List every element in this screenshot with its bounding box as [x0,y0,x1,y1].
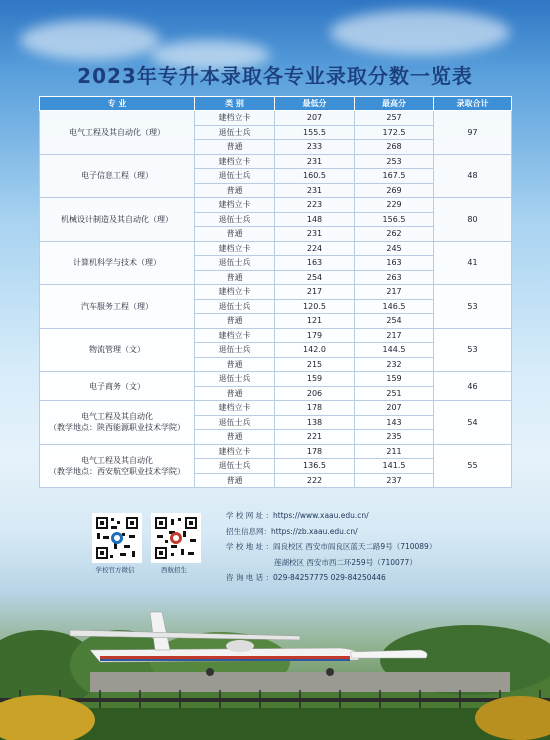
category-cell: 普通 [195,227,275,242]
min-score-cell: 231 [275,154,355,169]
airplane-landscape-illustration [0,590,550,740]
category-cell: 普通 [195,314,275,329]
major-name-line: 电子信息工程（理） [81,171,153,181]
max-score-cell: 217 [355,285,434,300]
category-cell: 退伍士兵 [195,169,275,184]
category-cell: 普通 [195,183,275,198]
total-cell: 53 [434,285,512,329]
major-cell [40,401,195,445]
max-score-cell: 257 [355,111,434,126]
category-cell: 普通 [195,357,275,372]
table-row [40,111,512,126]
category-cell: 普通 [195,473,275,488]
total-cell: 97 [434,111,512,155]
admissions-website-line: 招生信息网：https://zb.xaau.edu.cn/ [226,526,358,536]
category-cell: 退伍士兵 [195,125,275,140]
min-score-cell: 222 [275,473,355,488]
max-score-cell: 254 [355,314,434,329]
min-score-cell: 142.0 [275,343,355,358]
table-row [40,241,512,256]
major-name-line: 电子商务（文） [89,381,145,391]
page-title: 2023年专升本录取各专业录取分数一览表 [77,64,473,88]
total-cell: 41 [434,241,512,285]
major-name-line: 电气工程及其自动化 [81,412,153,422]
min-score-cell: 231 [275,227,355,242]
max-score-cell: 207 [355,401,434,416]
table-row [40,444,512,459]
category-cell: 退伍士兵 [195,299,275,314]
max-score-cell: 263 [355,270,434,285]
major-name-line: 电气工程及其自动化（理） [69,127,165,137]
min-score-cell: 217 [275,285,355,300]
max-score-cell: 217 [355,328,434,343]
table-row [40,154,512,169]
school-website-line: 学 校 网 址 ：https://www.xaau.edu.cn/ [226,511,369,520]
qr-code-icon [153,515,199,561]
min-score-cell: 224 [275,241,355,256]
major-name-line: （教学地点：西安航空职业技术学院） [49,466,185,476]
header-min-score: 最低分 [275,97,355,111]
max-score-cell: 235 [355,430,434,445]
category-cell: 退伍士兵 [195,256,275,271]
category-cell: 建档立卡 [195,285,275,300]
max-score-cell: 144.5 [355,343,434,358]
header-category: 类 别 [195,97,275,111]
min-score-cell: 207 [275,111,355,126]
category-cell: 退伍士兵 [195,212,275,227]
qr-code-wechat [92,513,142,563]
min-score-cell: 160.5 [275,169,355,184]
table-row [40,328,512,343]
major-name-line: 电气工程及其自动化 [81,455,153,465]
table-row [40,198,512,213]
major-cell [40,111,195,155]
major-cell [40,372,195,401]
total-cell: 48 [434,154,512,198]
cloud [330,10,510,55]
min-score-cell: 231 [275,183,355,198]
min-score-cell: 148 [275,212,355,227]
table-row [40,372,512,387]
min-score-cell: 121 [275,314,355,329]
category-cell: 建档立卡 [195,401,275,416]
contact-info [226,508,436,586]
total-cell: 53 [434,328,512,372]
category-cell: 退伍士兵 [195,343,275,358]
category-cell: 普通 [195,270,275,285]
category-cell: 建档立卡 [195,154,275,169]
max-score-cell: 269 [355,183,434,198]
max-score-cell: 251 [355,386,434,401]
category-cell: 普通 [195,386,275,401]
max-score-cell: 211 [355,444,434,459]
max-score-cell: 141.5 [355,459,434,474]
header-max-score: 最高分 [355,97,434,111]
major-name-line: 物流管理（文） [89,345,145,355]
min-score-cell: 136.5 [275,459,355,474]
min-score-cell: 215 [275,357,355,372]
min-score-cell: 179 [275,328,355,343]
min-score-cell: 178 [275,444,355,459]
max-score-cell: 146.5 [355,299,434,314]
major-cell [40,328,195,372]
max-score-cell: 143 [355,415,434,430]
major-cell [40,444,195,488]
max-score-cell: 229 [355,198,434,213]
min-score-cell: 223 [275,198,355,213]
total-cell: 55 [434,444,512,488]
min-score-cell: 206 [275,386,355,401]
max-score-cell: 237 [355,473,434,488]
category-cell: 退伍士兵 [195,415,275,430]
header-total: 录取合计 [434,97,512,111]
phone-line: 咨 询 电 话 ：029-84257775 029-84250446 [226,573,386,582]
major-name-line: （教学地点：陕西能源职业技术学院） [49,423,185,433]
footer [0,508,550,598]
category-cell: 建档立卡 [195,444,275,459]
score-table [39,96,512,488]
category-cell: 建档立卡 [195,198,275,213]
category-cell: 普通 [195,430,275,445]
category-cell: 建档立卡 [195,241,275,256]
category-cell: 建档立卡 [195,111,275,126]
max-score-cell: 268 [355,140,434,155]
small-airplane-icon [350,650,427,658]
qr-label-admissions: 西航招生 [161,566,187,574]
major-cell [40,154,195,198]
max-score-cell: 156.5 [355,212,434,227]
min-score-cell: 159 [275,372,355,387]
category-cell: 普通 [195,140,275,155]
score-table-wrapper [39,96,511,488]
major-name-line: 计算机科学与技术（理） [73,258,161,268]
major-cell [40,241,195,285]
max-score-cell: 232 [355,357,434,372]
total-cell: 54 [434,401,512,445]
min-score-cell: 221 [275,430,355,445]
max-score-cell: 253 [355,154,434,169]
min-score-cell: 254 [275,270,355,285]
total-cell: 46 [434,372,512,401]
school-address-line: 学 校 地 址 ：阎良校区 西安市阎良区蓝天二路9号（710089） [226,542,437,551]
max-score-cell: 159 [355,372,434,387]
qr-label-wechat: 学校官方微信 [95,566,135,574]
qr-code-admissions [151,513,201,563]
category-cell: 建档立卡 [195,328,275,343]
table-header-row [40,97,512,111]
lianhu-campus-line: 莲湖校区 西安市西二环259号（710077） [274,557,417,567]
qr-code-icon [94,515,140,561]
category-cell: 退伍士兵 [195,372,275,387]
max-score-cell: 262 [355,227,434,242]
header-major: 专 业 [40,97,195,111]
category-cell: 退伍士兵 [195,459,275,474]
table-row [40,285,512,300]
major-name-line: 机械设计制造及其自动化（理） [61,214,173,224]
min-score-cell: 155.5 [275,125,355,140]
max-score-cell: 167.5 [355,169,434,184]
min-score-cell: 233 [275,140,355,155]
max-score-cell: 163 [355,256,434,271]
min-score-cell: 178 [275,401,355,416]
total-cell: 80 [434,198,512,242]
max-score-cell: 172.5 [355,125,434,140]
max-score-cell: 245 [355,241,434,256]
table-row [40,401,512,416]
min-score-cell: 138 [275,415,355,430]
min-score-cell: 163 [275,256,355,271]
table-body [40,111,512,488]
major-cell [40,285,195,329]
major-name-line: 汽车服务工程（理） [81,301,153,311]
major-cell [40,198,195,242]
min-score-cell: 120.5 [275,299,355,314]
cloud [20,20,160,60]
